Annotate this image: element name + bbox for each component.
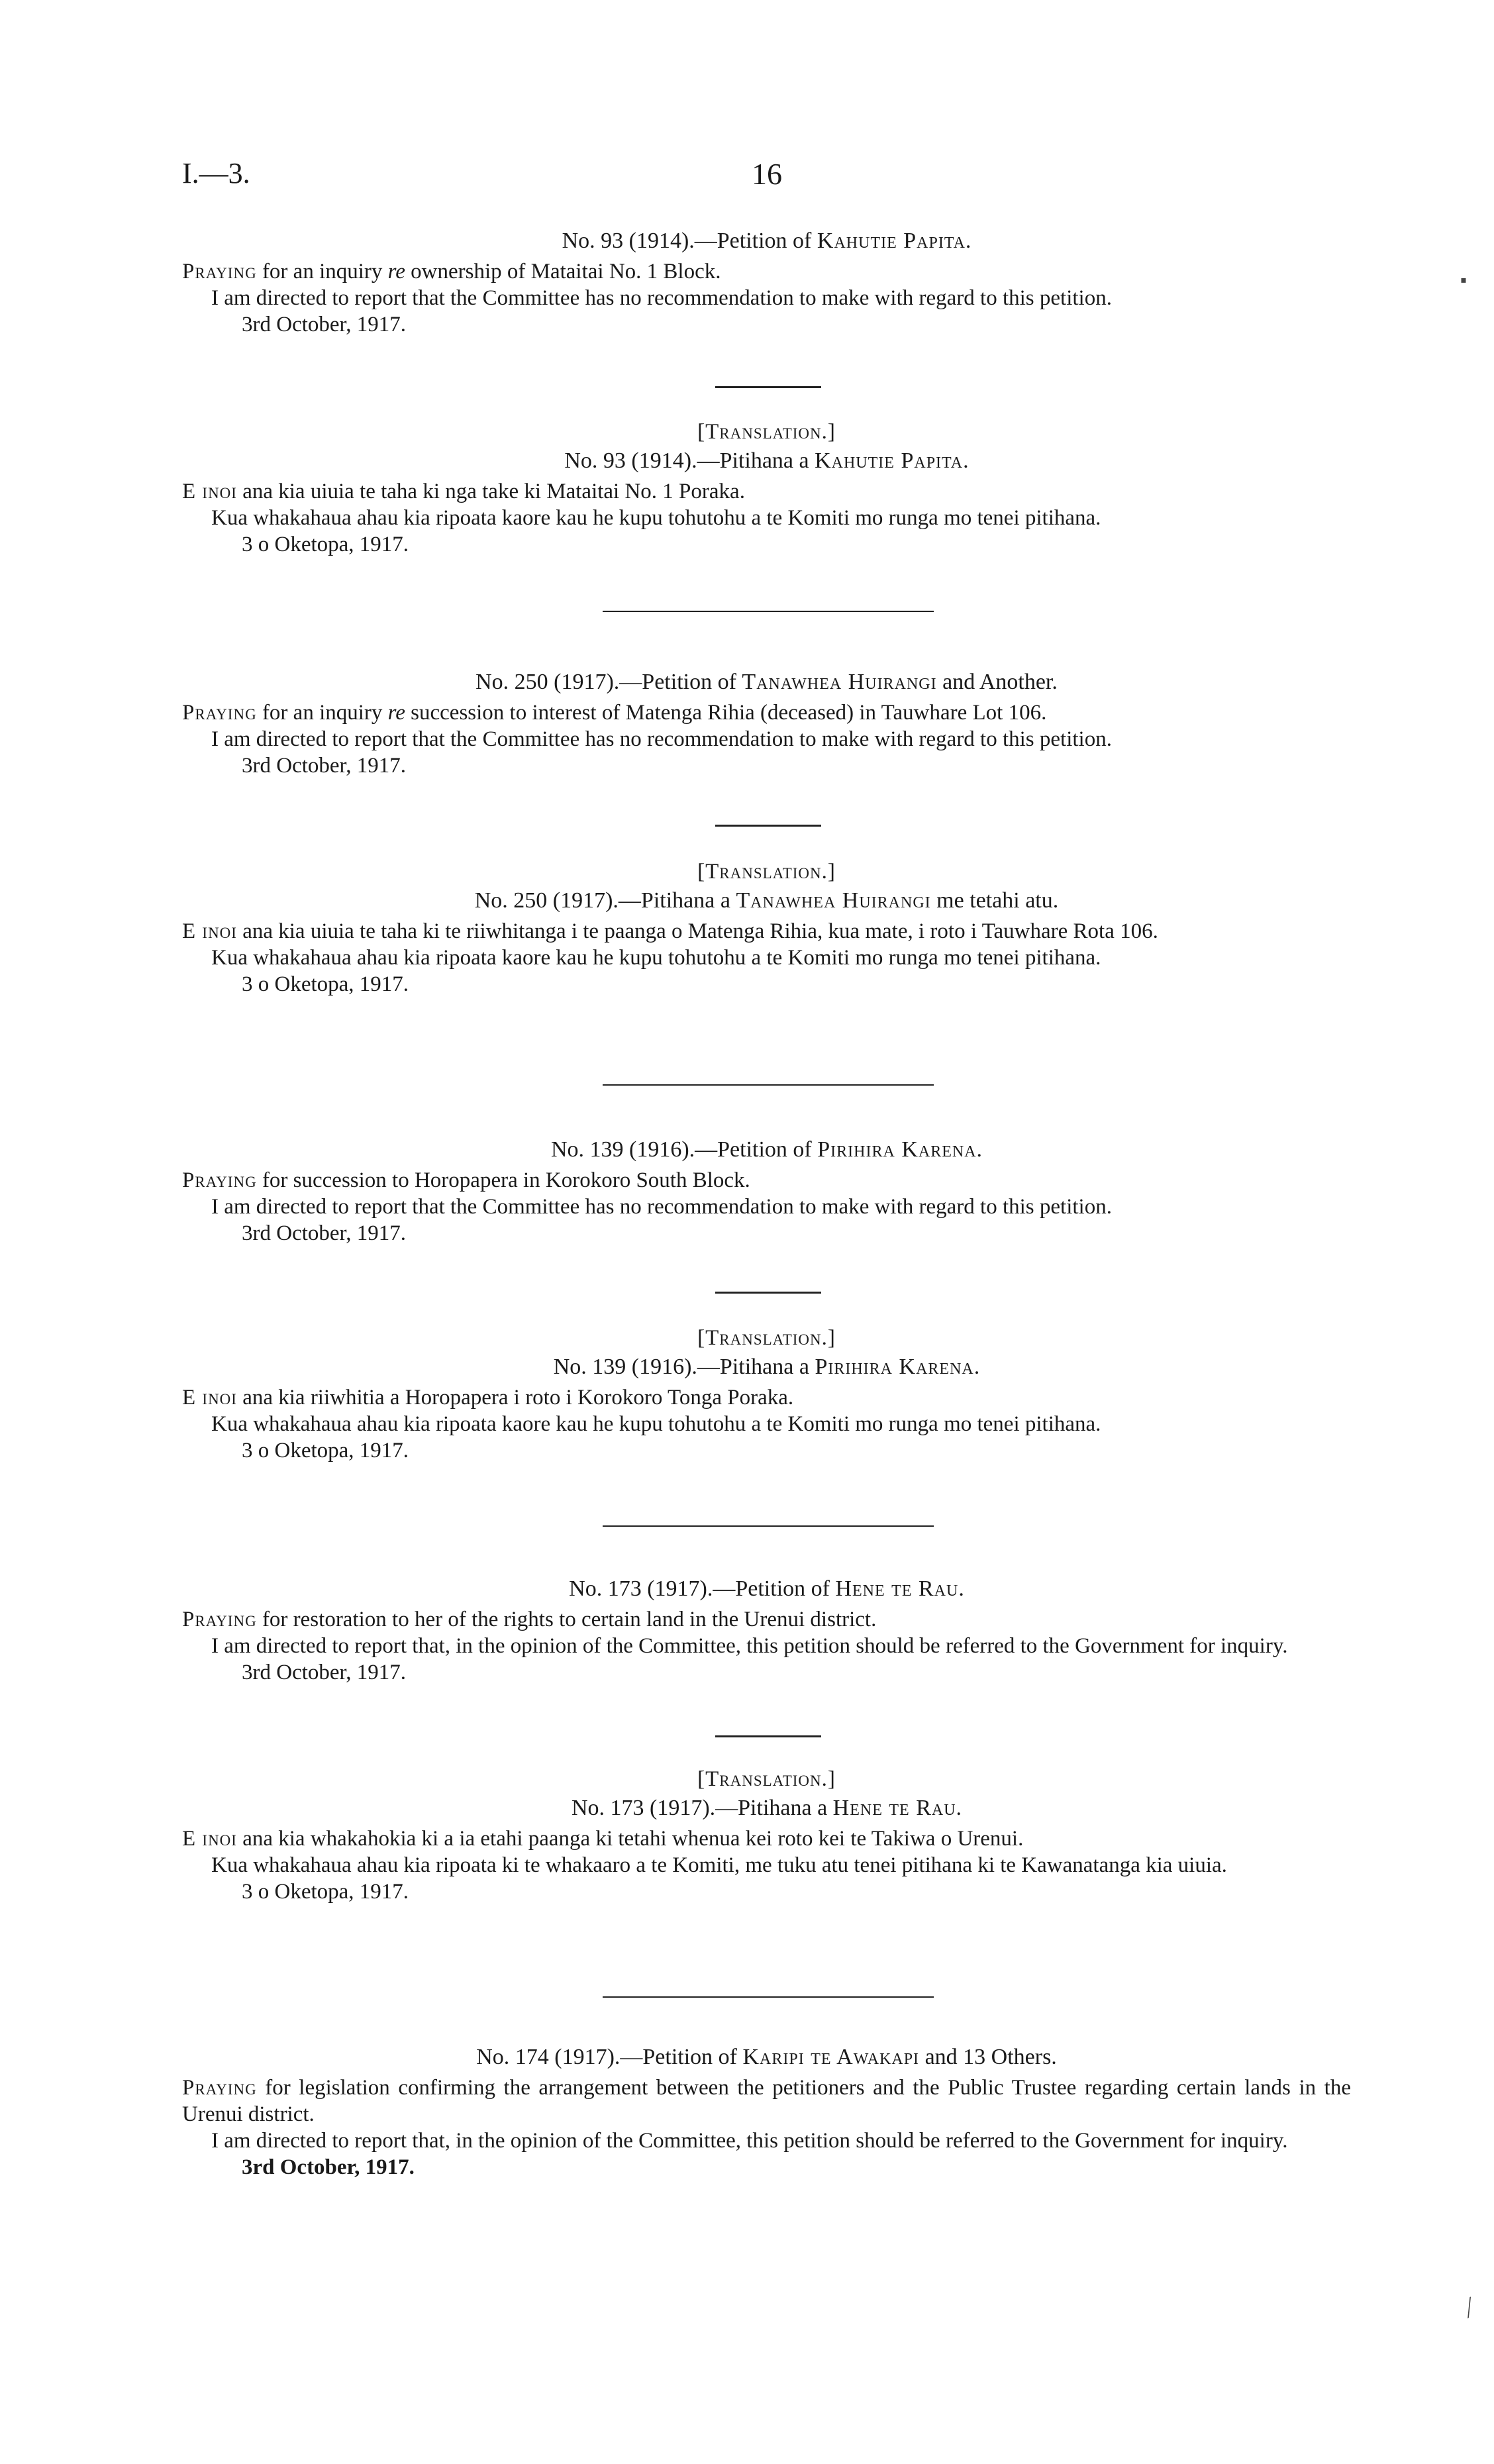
prayer-line: Praying for an inquiry re ownership of Mataitai No. 1 Block. bbox=[182, 260, 721, 283]
report-date: 3rd October, 1917. bbox=[242, 1221, 406, 1245]
divider-short bbox=[715, 1292, 821, 1294]
report-text: Kua whakahaua ahau kia ripoata ki te whakaaro a te Komiti, me tuku atu tenei pitihana ki te Kawanatanga kia uiuia. bbox=[211, 1853, 1227, 1877]
translation-section bbox=[182, 419, 1351, 558]
translation-label: [Translation.] bbox=[697, 420, 836, 444]
prayer-line: E inoi ana kia whakahokia ki a ia etahi paanga ki tetahi whenua kei roto kei te Takiwa o Urenui. bbox=[182, 1827, 1024, 1851]
translation-label: [Translation.] bbox=[697, 1767, 836, 1791]
divider-long bbox=[603, 1525, 934, 1527]
petition-section bbox=[182, 2044, 1351, 2181]
report-date: 3rd October, 1917. bbox=[242, 313, 406, 336]
translation-section bbox=[182, 1325, 1351, 1464]
petition-section bbox=[182, 669, 1351, 779]
translation-label: [Translation.] bbox=[697, 860, 836, 884]
divider-long bbox=[603, 611, 934, 612]
report-date: 3 o Oketopa, 1917. bbox=[242, 1439, 409, 1463]
prayer-line: Praying for an inquiry re succession to interest of Matenga Rihia (deceased) in Tauwhare Lot 106. bbox=[182, 701, 1047, 725]
prayer-line: E inoi ana kia riiwhitia a Horopapera i roto i Korokoro Tonga Poraka. bbox=[182, 1386, 794, 1410]
petition-section bbox=[182, 1576, 1351, 1686]
petition-title: No. 173 (1917).—Pitihana a Hene te Rau. bbox=[571, 1796, 962, 1820]
margin-scribble: ⁄ bbox=[1460, 2293, 1479, 2322]
page-number: 16 bbox=[752, 157, 782, 191]
report-date: 3rd October, 1917. bbox=[242, 754, 406, 778]
petition-section bbox=[182, 228, 1351, 338]
translation-section bbox=[182, 1766, 1351, 1905]
prayer-line: Praying for succession to Horopapera in Korokoro South Block. bbox=[182, 1168, 750, 1192]
petition-title: No. 173 (1917).—Petition of Hene te Rau. bbox=[569, 1576, 964, 1601]
report-date: 3rd October, 1917. bbox=[242, 2155, 415, 2179]
petition-section bbox=[182, 1137, 1351, 1247]
prayer-line: E inoi ana kia uiuia te taha ki nga take ki Mataitai No. 1 Poraka. bbox=[182, 480, 745, 503]
divider-short bbox=[715, 825, 821, 827]
report-text: Kua whakahaua ahau kia ripoata kaore kau he kupu tohutohu a te Komiti mo runga mo tenei pitihana. bbox=[211, 946, 1101, 970]
prayer-line: Praying for legislation confirming the arrangement between the petitioners and the Public Trustee regarding certain lands in the Urenui district. bbox=[182, 2076, 1351, 2126]
report-text: I am directed to report that the Committee has no recommendation to make with regard to this petition. bbox=[211, 286, 1112, 310]
margin-speck: ▪ bbox=[1460, 270, 1467, 291]
report-date: 3rd October, 1917. bbox=[242, 1661, 406, 1684]
prayer-line: Praying for restoration to her of the rights to certain land in the Urenui district. bbox=[182, 1608, 877, 1631]
report-text: I am directed to report that, in the opinion of the Committee, this petition should be referred to the Government for inquiry. bbox=[211, 2129, 1288, 2153]
petition-title: No. 174 (1917).—Petition of Karipi te Awakapi and 13 Others. bbox=[476, 2045, 1057, 2069]
divider-long bbox=[603, 1084, 934, 1086]
translation-section bbox=[182, 858, 1351, 998]
report-date: 3 o Oketopa, 1917. bbox=[242, 533, 409, 556]
petition-title: No. 250 (1917).—Petition of Tanawhea Huirangi and Another. bbox=[475, 670, 1058, 694]
report-date: 3 o Oketopa, 1917. bbox=[242, 1880, 409, 1904]
report-text: I am directed to report that the Committee has no recommendation to make with regard to this petition. bbox=[211, 727, 1112, 751]
report-text: I am directed to report that, in the opinion of the Committee, this petition should be referred to the Government for inquiry. bbox=[211, 1634, 1288, 1658]
page-header bbox=[0, 156, 1494, 196]
report-text: Kua whakahaua ahau kia ripoata kaore kau he kupu tohutohu a te Komiti mo runga mo tenei pitihana. bbox=[211, 506, 1101, 530]
prayer-line: E inoi ana kia uiuia te taha ki te riiwhitanga i te paanga o Matenga Rihia, kua mate, i roto i Tauwhare Rota 106. bbox=[182, 919, 1158, 943]
petition-title: No. 139 (1916).—Pitihana a Pirihira Karena. bbox=[553, 1355, 980, 1379]
report-text: Kua whakahaua ahau kia ripoata kaore kau he kupu tohutohu a te Komiti mo runga mo tenei pitihana. bbox=[211, 1412, 1101, 1436]
petition-title: No. 93 (1914).—Pitihana a Kahutie Papita. bbox=[564, 448, 969, 473]
divider-long bbox=[603, 1996, 934, 1998]
petition-title: No. 250 (1917).—Pitihana a Tanawhea Huirangi me tetahi atu. bbox=[474, 888, 1059, 913]
translation-label: [Translation.] bbox=[697, 1326, 836, 1350]
divider-short bbox=[715, 386, 821, 388]
petition-title: No. 93 (1914).—Petition of Kahutie Papita. bbox=[562, 229, 971, 253]
document-reference: I.—3. bbox=[182, 157, 250, 189]
report-date: 3 o Oketopa, 1917. bbox=[242, 972, 409, 996]
divider-short bbox=[715, 1735, 821, 1737]
petition-title: No. 139 (1916).—Petition of Pirihira Karena. bbox=[550, 1137, 983, 1162]
report-text: I am directed to report that the Committee has no recommendation to make with regard to this petition. bbox=[211, 1195, 1112, 1219]
